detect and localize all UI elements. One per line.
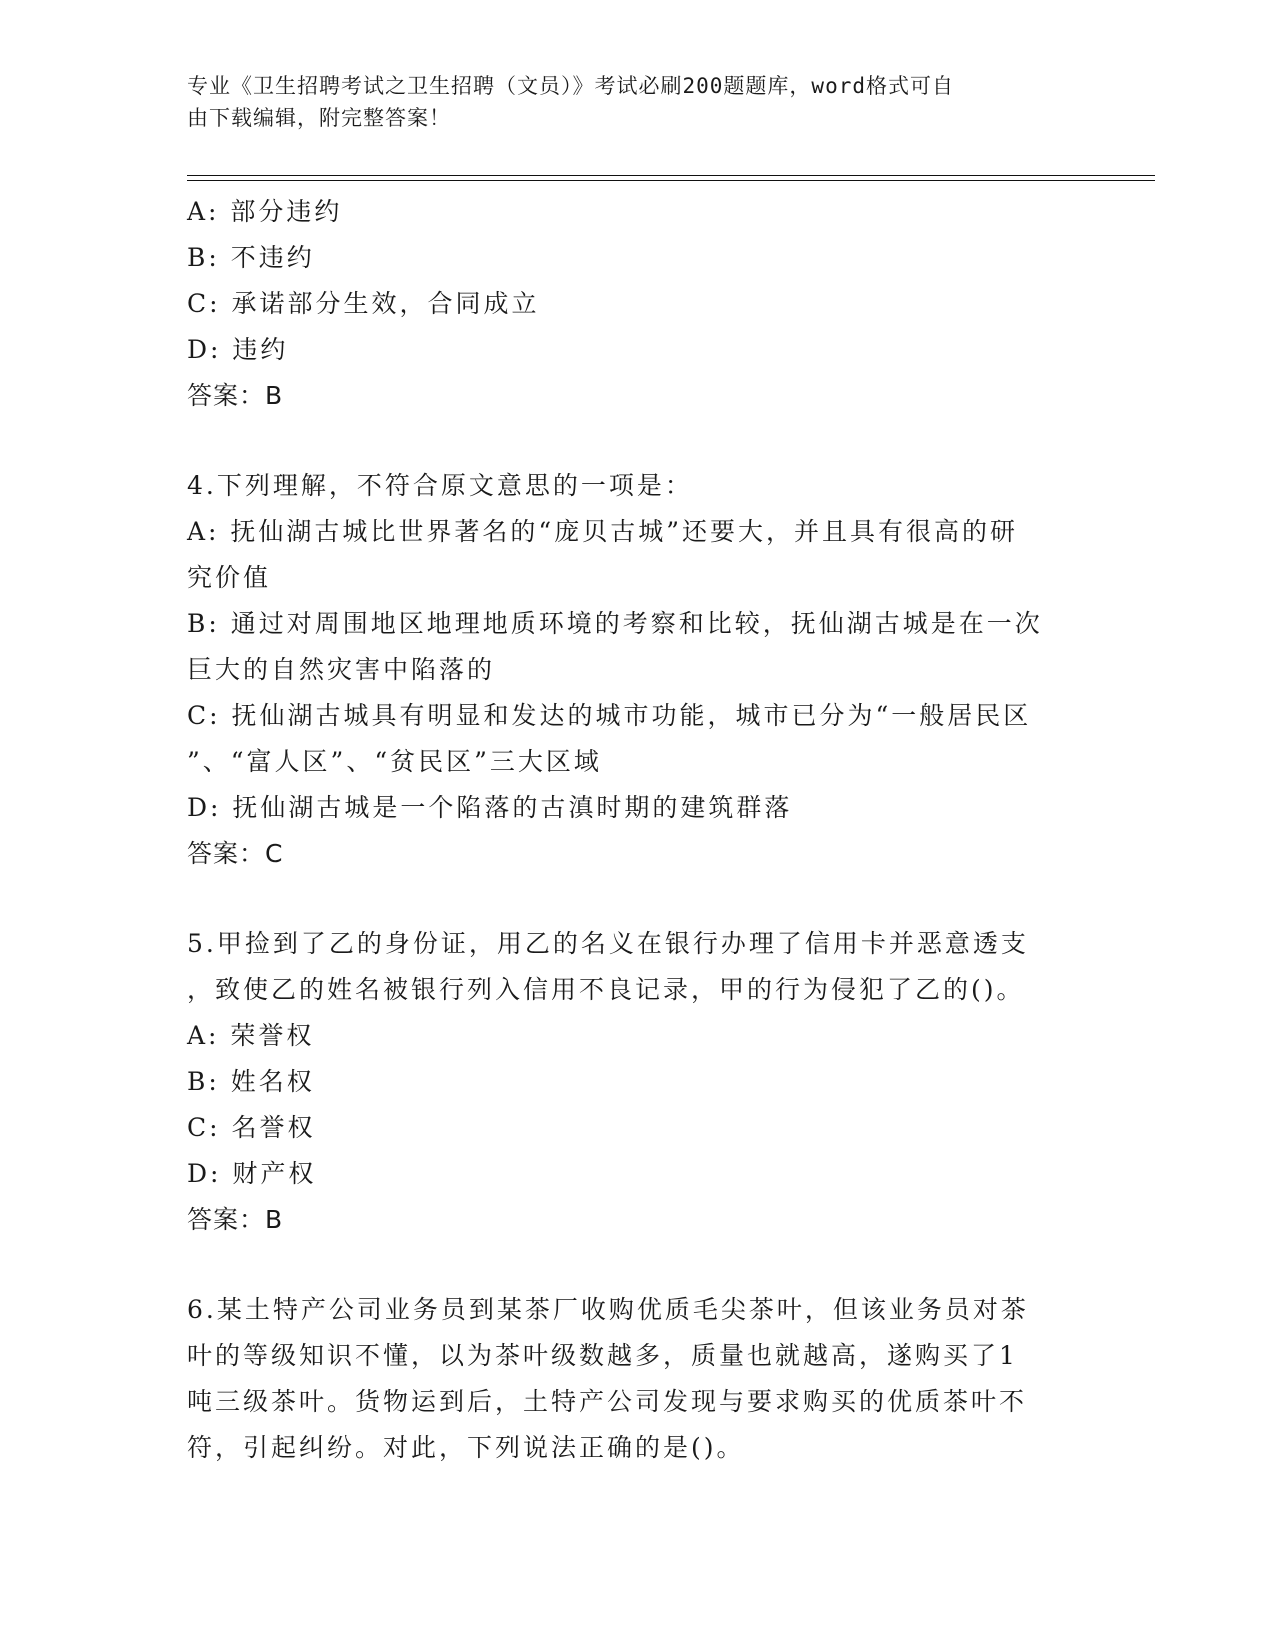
question-stem-continued: 吨三级茶叶。货物运到后，土特产公司发现与要求购买的优质茶叶不: [187, 1387, 1028, 1416]
question-stem-continued: 符，引起纠纷。对此，下列说法正确的是()。: [187, 1433, 745, 1462]
header-divider-top: [187, 175, 1155, 176]
question-6: [187, 1287, 1087, 1471]
question-stem: 6.某土特产公司业务员到某茶厂收购优质毛尖茶叶，但该业务员对茶: [187, 1295, 1029, 1324]
spacer: [187, 1243, 1087, 1287]
option-a: A: 抚仙湖古城比世界著名的“庞贝古城”还要大，并且具有很高的研: [187, 517, 1018, 546]
header-line-2: 由下载编辑，附完整答案！: [187, 106, 451, 130]
option-b: B: 不违约: [187, 243, 315, 272]
question-5: [187, 921, 1087, 1243]
option-b: B: 通过对周围地区地理地质环境的考察和比较，抚仙湖古城是在一次: [187, 609, 1043, 638]
option-a: A: 荣誉权: [187, 1021, 315, 1050]
question-3-continued: [187, 189, 1087, 419]
header-line-1: 专业《卫生招聘考试之卫生招聘（文员）》考试必刷200题题库，word格式可自: [187, 74, 954, 98]
option-d: D: 抚仙湖古城是一个陷落的古滇时期的建筑群落: [187, 793, 793, 822]
document-header: [187, 70, 1077, 134]
option-c-continued: ”、“富人区”、“贫民区”三大区域: [187, 747, 602, 776]
option-d: D: 财产权: [187, 1159, 317, 1188]
answer-line: 答案：B: [187, 1205, 284, 1234]
option-b: B: 姓名权: [187, 1067, 315, 1096]
question-stem: 4.下列理解，不符合原文意思的一项是：: [187, 471, 693, 500]
option-c: C: 抚仙湖古城具有明显和发达的城市功能，城市已分为“一般居民区: [187, 701, 1032, 730]
spacer: [187, 877, 1087, 921]
question-stem-continued: 叶的等级知识不懂，以为茶叶级数越多，质量也就越高，遂购买了1: [187, 1341, 1018, 1370]
question-stem: 5.甲捡到了乙的身份证，用乙的名义在银行办理了信用卡并恶意透支: [187, 929, 1029, 958]
question-stem-continued: ，致使乙的姓名被银行列入信用不良记录，甲的行为侵犯了乙的()。: [187, 975, 1025, 1004]
option-b-continued: 巨大的自然灾害中陷落的: [187, 655, 496, 684]
question-content: [187, 189, 1087, 1471]
header-divider-bottom: [187, 180, 1155, 181]
spacer: [187, 419, 1087, 463]
option-c: C: 承诺部分生效，合同成立: [187, 289, 540, 318]
question-4: [187, 463, 1087, 877]
answer-line: 答案：C: [187, 839, 284, 868]
option-d: D: 违约: [187, 335, 289, 364]
option-a-continued: 究价值: [187, 563, 272, 592]
option-c: C: 名誉权: [187, 1113, 316, 1142]
option-a: A: 部分违约: [187, 197, 343, 226]
answer-line: 答案：B: [187, 381, 284, 410]
